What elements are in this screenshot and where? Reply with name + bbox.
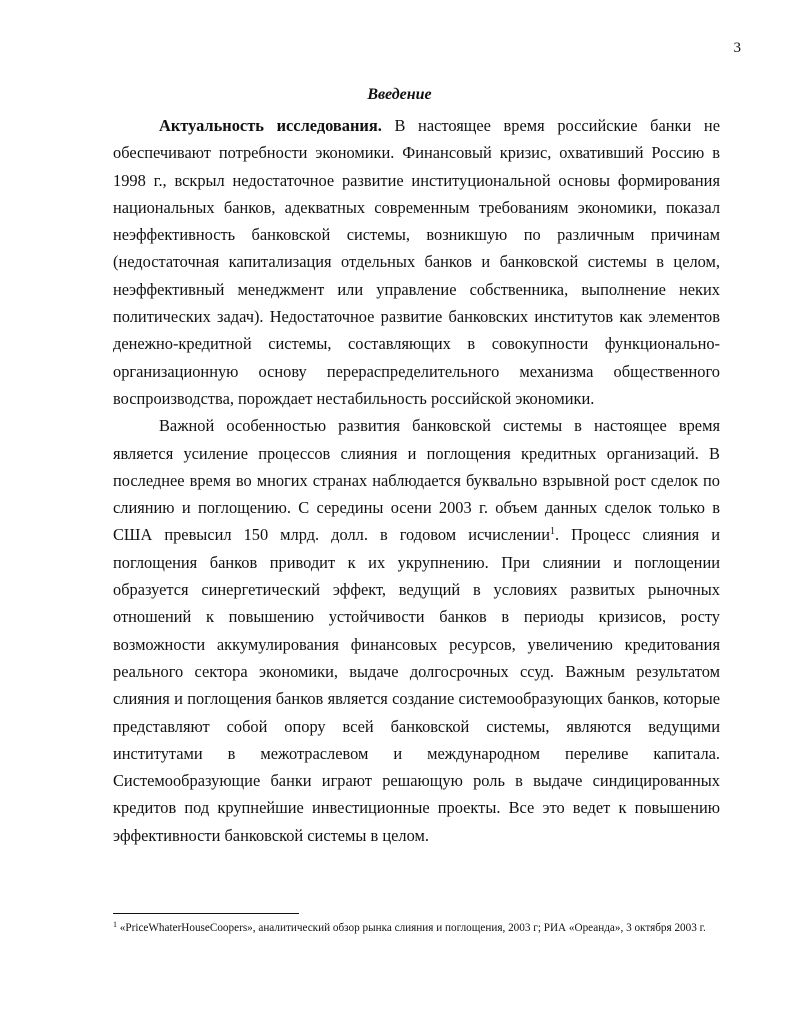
paragraph-text: В настоящее время российские банки не обеспечивают потребности экономики. Финансовый кризис, охвативший Россию в 1998 г., вскрыл недостаточное развитие институциональной основы формирования национальных банков, адекватных современным требованиям экономики, показал неэффективность банковской системы, возникшую по различным причинам (недостаточная капитализация отдельных банков и банковской системы в целом, неэффективный менеджмент или управление собственника, выполнение неких политических задач). Недостаточное развитие банковских институтов как элементов денежно-кредитной системы, составляющих в совокупности функционально-организационную основу перераспределительного механизма общественного воспроизводства, порождает нестабильность российской экономики.	[113, 116, 720, 408]
footnote-text: «PriceWhaterHouseCoopers», аналитический обзор рынка слияния и поглощения, 2003 г; РИА «Ореанда», 3 октября 2003 г.	[117, 922, 706, 934]
footnote-ref-mark: 1	[549, 526, 555, 538]
paragraph-relevance	[113, 112, 720, 412]
paragraph-lead: Актуальность исследования.	[159, 116, 382, 135]
footnote-divider	[113, 913, 299, 914]
paragraph-text-before-ref: Важной особенностью развития банковской системы в настоящее время является усиление процессов слияния и поглощения кредитных организаций. В последнее время во многих странах наблюдается буквально взрывной рост сделок по слиянию и поглощению. С середины осени 2003 г. объем данных сделок только в США превысил 150 млрд. долл. в годовом исчислении	[113, 416, 720, 545]
body-text	[113, 112, 720, 849]
footnote	[113, 920, 723, 936]
paragraph-mergers	[113, 412, 720, 849]
footnote-mark: 1	[113, 920, 117, 929]
paragraph-text-after-ref: . Процесс слияния и поглощения банков приводит к их укрупнению. При слиянии и поглощении образуется синергетический эффект, ведущий в условиях развитых рыночных отношений к повышению устойчивости банков в периоды кризисов, росту возможности аккумулирования финансовых ресурсов, увеличению кредитования реального сектора экономики, выдаче долгосрочных ссуд. Важным результатом слияния и поглощения банков является создание системообразующих банков, которые представляют собой опору всей банковской системы, являются ведущими институтами в межотраслевом и международном переливе капитала. Системообразующие банки играют решающую роль в выдаче синдицированных кредитов под крупнейшие инвестиционные проекты. Все это ведет к повышению эффективности банковской системы в целом.	[113, 525, 720, 845]
section-heading: Введение	[367, 86, 432, 103]
page-number: 3	[733, 40, 741, 56]
